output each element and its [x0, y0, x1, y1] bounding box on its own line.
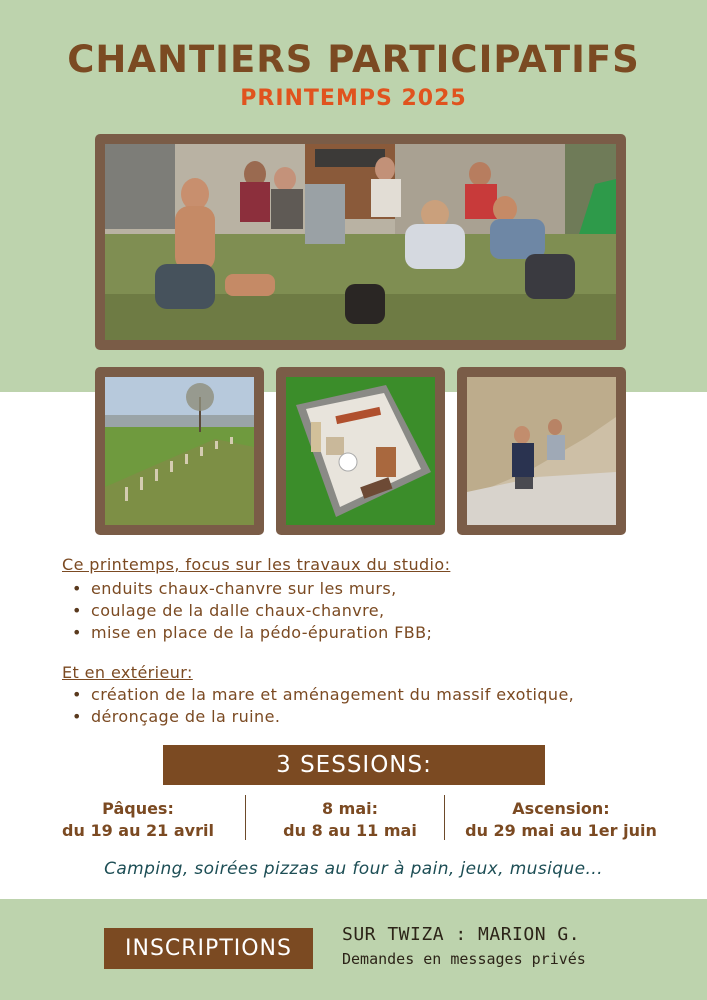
session-ascension	[455, 798, 667, 842]
floorplan-render	[286, 377, 435, 525]
session-paques	[48, 798, 228, 842]
sessions-banner: 3 SESSIONS:	[163, 745, 545, 785]
wall-work-photo-frame	[457, 367, 626, 535]
list-item: • création de la mare et aménagement du massif exotique,	[72, 684, 574, 706]
group-photo-frame	[95, 134, 626, 350]
session-name: 8 mai:	[321, 799, 379, 818]
page-subtitle: PRINTEMPS 2025	[240, 86, 467, 111]
exterior-heading: Et en extérieur:	[62, 663, 193, 682]
session-name: Pâques:	[102, 799, 174, 818]
session-name: Ascension:	[512, 799, 610, 818]
wall-work-photo	[467, 377, 616, 525]
field-photo-frame	[95, 367, 264, 535]
inscriptions-contact: SUR TWIZA : MARION G.	[342, 924, 581, 945]
session-dates: du 19 au 21 avril	[62, 821, 214, 840]
tagline: Camping, soirées pizzas au four à pain, jeux, musique...	[104, 859, 603, 879]
studio-task-list	[72, 578, 432, 644]
inscriptions-button[interactable]: INSCRIPTIONS	[104, 928, 313, 969]
session-divider	[444, 795, 445, 840]
session-dates: du 29 mai au 1er juin	[465, 821, 657, 840]
field-photo	[105, 377, 254, 525]
session-divider	[245, 795, 246, 840]
list-item: • mise en place de la pédo-épuration FBB;	[72, 622, 432, 644]
exterior-task-list	[72, 684, 574, 728]
list-item: • déronçage de la ruine.	[72, 706, 574, 728]
studio-heading: Ce printemps, focus sur les travaux du studio:	[62, 555, 451, 574]
inscriptions-note: Demandes en messages privés	[342, 950, 586, 968]
floorplan-render-frame	[276, 367, 445, 535]
session-8-mai	[262, 798, 438, 842]
list-item: • coulage de la dalle chaux-chanvre,	[72, 600, 432, 622]
group-photo	[105, 144, 616, 340]
session-dates: du 8 au 11 mai	[283, 821, 417, 840]
page-title: CHANTIERS PARTICIPATIFS	[67, 38, 640, 81]
list-item: • enduits chaux-chanvre sur les murs,	[72, 578, 432, 600]
